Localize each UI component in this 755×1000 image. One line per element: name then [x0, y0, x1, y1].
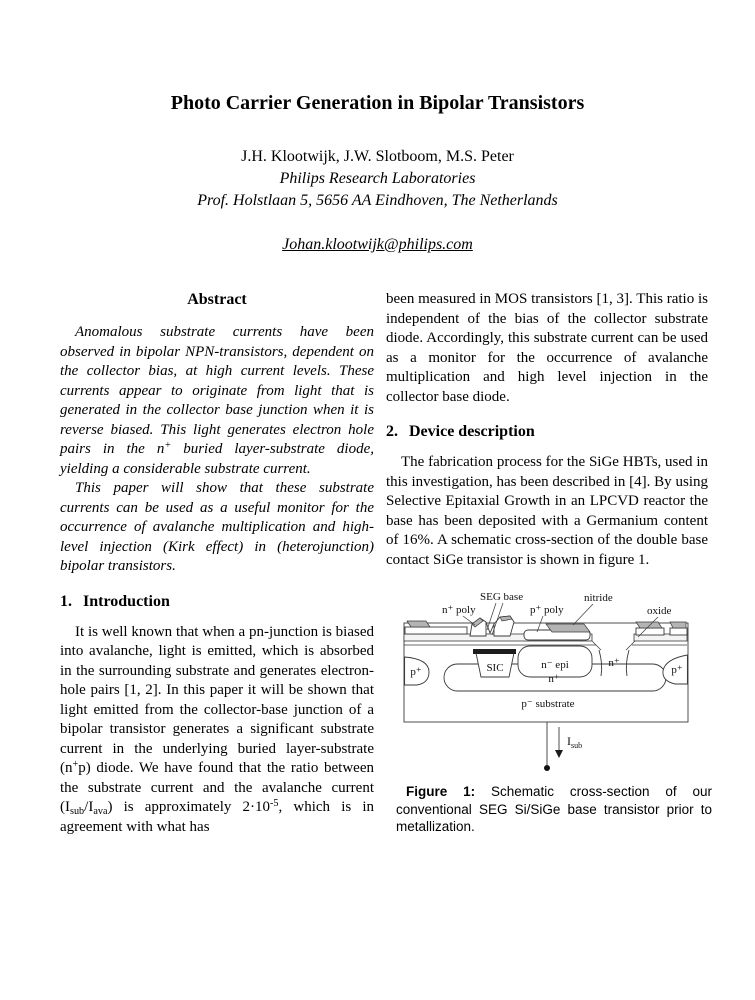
introduction-paragraph: It is well known that when a pn-junction is biased into avalanche, light is emitted, which is absorbed in the surrounding substrate and generates electron-hole pairs [1, 2]. In this paper it will be shown that light emitted from the collector-base junction of a bipolar transistor generates a significant substrate current in the underlying buried layer-substrate (n+p) diode. We have found that the ratio between the substrate current and the avalanche current $(I_{sub}/I_{ava})$ is approximately $2\cdot 10^{-5}$, which is in agreement with what has — [60, 623, 374, 835]
section-1-heading — [60, 592, 374, 612]
nitride-cap-right-2 — [670, 622, 686, 628]
section-1-number: 1. — [60, 592, 72, 610]
right-slab-1 — [636, 628, 664, 635]
figure1-caption — [396, 783, 712, 836]
affiliation: Philips Research Laboratories — [279, 170, 476, 187]
nitride-cap-right-1 — [636, 622, 662, 628]
section-2-number: 2. — [386, 423, 398, 440]
figure-label-substrate: p⁻ substrate — [521, 698, 575, 710]
right-column — [386, 290, 712, 837]
nitride-cap-mid — [546, 624, 590, 632]
figure-label-n-epi: n⁻ epi — [541, 659, 569, 671]
figure-label-p-left: p⁺ — [410, 666, 422, 678]
email-line — [0, 234, 755, 256]
two-column-body — [0, 256, 755, 837]
section-1-title: Introduction — [83, 592, 170, 610]
figure-label-p-poly: p⁺ poly — [530, 604, 564, 616]
abstract-paragraph-2: This paper will show that these substrate currents can be used as a useful monitor for the occurrence of avalanche multiplication and high-level injection (Kirk effect) in (heterojunction) bipolar transistors. — [60, 480, 374, 574]
author-list: J.H. Klootwijk, J.W. Slotboom, M.S. Peter — [241, 148, 514, 165]
substrate-terminal-dot — [544, 765, 550, 771]
nitride-cap-left — [407, 621, 430, 627]
figure-label-sic: SIC — [486, 662, 504, 674]
left-column — [60, 290, 374, 837]
section-2-title: Device description — [409, 423, 535, 440]
abstract-paragraph-1: Anomalous substrate currents have been observed in bipolar NPN-transistors, dependent on the collector bias, at high current levels. These currents appear to originate from light that is generated in the collector base junction when it is reverse biased. This light generates electron hole pairs in the n+ buried layer-substrate diode, yielding a considerable substrate current. — [60, 324, 374, 477]
continuation-paragraph: been measured in MOS transistors [1, 3]. This ratio is independent of the bias of the collector substrate diode. Accordingly, this substrate current can be used as a monitor for the occurrence of avalanche multiplication and high level injection in the collector base diode. — [386, 291, 708, 405]
section-2-heading — [386, 422, 708, 442]
figure1-caption-text: Schematic cross-section of our conventional SEG Si/SiGe base transistor prior to metallization. — [396, 784, 712, 834]
base-layer — [473, 649, 516, 654]
figure-label-isub: $I_{sub}$ — [567, 734, 583, 750]
figure1-schematic — [396, 580, 698, 776]
figure-label-n-poly: n⁺ poly — [442, 604, 476, 616]
figure-label-n-contact: n⁺ — [608, 657, 620, 669]
left-slab — [405, 627, 467, 634]
device-paragraph: The fabrication process for the SiGe HBTs, used in this investigation, has been described in [4]. By using Selective Epitaxial Growth in an LPCVD reactor the base has been deposited with a Germanium content of 16%. A schematic cross-section of the double base contact SiGe transistor is shown in figure 1. — [386, 454, 708, 568]
email-link[interactable]: Johan.klootwijk@philips.com — [282, 236, 473, 253]
affiliation-address: Prof. Holstlaan 5, 5656 AA Eindhoven, The Netherlands — [197, 192, 558, 209]
right-slab-2 — [670, 628, 687, 635]
current-arrow-head — [555, 750, 563, 758]
figure-label-oxide: oxide — [647, 605, 672, 617]
paper-title: Photo Carrier Generation in Bipolar Transistors — [170, 92, 585, 114]
figure-label-p-right: p⁺ — [671, 664, 683, 676]
abstract-heading: Abstract — [187, 291, 247, 308]
figure-label-buried-n: n⁺ — [548, 673, 560, 685]
figure1-caption-label: Figure 1: — [406, 784, 476, 799]
figure-label-nitride: nitride — [584, 592, 613, 604]
figure1 — [396, 580, 712, 836]
figure-label-seg-base: SEG base — [480, 591, 524, 603]
paper-header — [0, 0, 755, 256]
